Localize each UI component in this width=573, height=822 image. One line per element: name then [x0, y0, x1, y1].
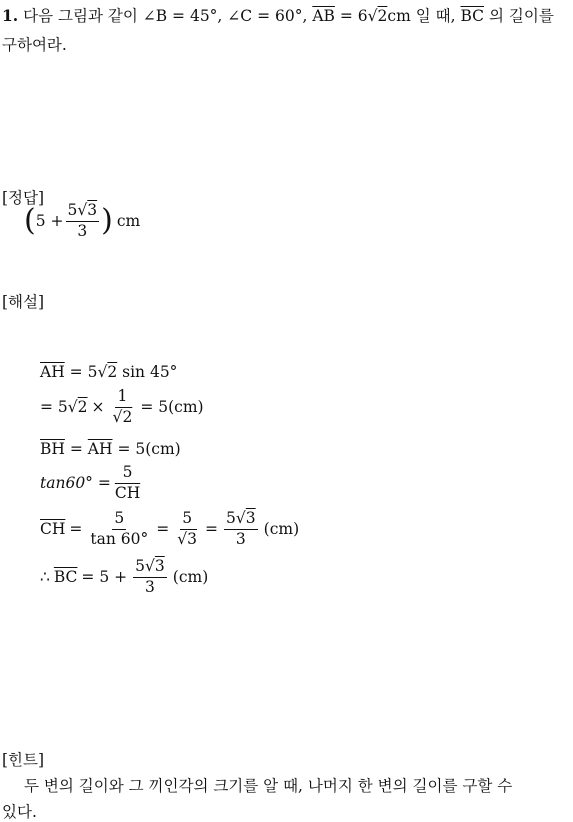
solution-l5-num3-radicand: 3 — [245, 509, 256, 527]
solution-l6-fraction: $\frac{5√3}{3}$ — [135, 557, 165, 596]
solution-l5-den1: tan 60° — [90, 529, 149, 548]
solution-l3-eq: = — [69, 440, 83, 458]
answer-right-paren: ) — [101, 203, 113, 239]
solution-l2-radicand: 2 — [77, 398, 88, 417]
segment-bc-2: $\overline{BC}$ — [53, 568, 78, 587]
segment-bc: $\overline{BC}$ — [460, 7, 485, 25]
solution-l2-times: × — [91, 398, 105, 417]
solution-l2-result: = 5(cm) — [140, 398, 204, 417]
solution-line-2: = 5 √ 2 × $\frac{1}{√2}$ = 5(cm) — [40, 387, 204, 426]
answer-fraction: $\frac{5√3}{3}$ — [67, 201, 98, 240]
solution-heading: [해설] — [2, 293, 45, 311]
solution-line-4 — [40, 464, 144, 503]
answer-denominator: 3 — [77, 221, 88, 240]
solution-l6-eq: = 5 + — [81, 568, 128, 587]
angle-c: ∠C = 60°, — [227, 7, 308, 25]
solution-l4-tan: tan60° = — [40, 474, 111, 493]
answer-numerator: 5 — [67, 201, 78, 219]
solution-l4-numerator: 5 — [121, 464, 135, 484]
angle-b: ∠B = 45°, — [142, 7, 223, 25]
hint-line-2: 있다. — [2, 803, 37, 821]
solution-line-1: $\overline{AH} = 5√2$ sin 45° — [40, 363, 178, 381]
solution-l6-den: 3 — [145, 577, 155, 596]
solution-l1-radicand: 2 — [107, 363, 118, 381]
answer-left-paren: ( — [24, 203, 36, 239]
solution-l5-fraction-2: $\frac{5}{√3}$ — [177, 509, 198, 548]
segment-ab: $\overline{AB}$ — [312, 7, 335, 25]
solution-l5-eq1: = — [69, 520, 83, 539]
solution-l5-eq3: = — [205, 520, 219, 539]
segment-ah: $\overline{AH}$ — [40, 363, 65, 381]
question-text-end: 의 길이를 — [488, 7, 554, 25]
solution-l2-den-radicand: 2 — [122, 407, 133, 426]
solution-l2-pre: = 5 — [40, 398, 68, 417]
question-line-2: 구하여라. — [2, 36, 67, 54]
solution-l6-num-radicand: 3 — [154, 557, 165, 575]
solution-l2-fraction: $\frac{1}{√2}$ — [112, 387, 133, 426]
solution-l5-den3: 3 — [235, 529, 246, 548]
solution-l6-num: 5 — [135, 557, 145, 575]
solution-l5-den2-radicand: 3 — [187, 529, 198, 548]
solution-l5-num3: 5 — [226, 509, 236, 527]
ab-unit: cm — [387, 7, 411, 25]
solution-l2-numerator: 1 — [115, 388, 129, 408]
solution-l4-fraction — [113, 464, 142, 503]
solution-l6-unit: (cm) — [172, 568, 209, 587]
solution-l5-num2: 5 — [180, 510, 194, 530]
answer-num-radicand: 3 — [87, 201, 98, 219]
solution-line-5 — [40, 510, 299, 549]
sqrt-sign: √ — [367, 7, 378, 25]
question-text-1: 다음 그림과 같이 — [23, 7, 138, 25]
segment-ah-2: $\overline{AH}$ — [87, 440, 113, 458]
answer-unit: cm — [116, 212, 141, 231]
question-line-1 — [2, 4, 554, 26]
answer-five-plus: 5 + — [35, 212, 64, 231]
answer-expression — [24, 202, 140, 241]
solution-l4-denominator: CH — [114, 483, 141, 502]
solution-l1-sin: sin 45° — [122, 363, 178, 381]
solution-l1-eq: = 5 — [69, 363, 98, 381]
therefore-symbol: ∴ — [40, 568, 50, 587]
solution-l5-fraction-3: $\frac{5√3}{3}$ — [226, 509, 256, 548]
answer-heading: [정답] — [2, 189, 45, 207]
solution-l5-eq2: = — [156, 520, 170, 539]
hint-heading: [힌트] — [2, 751, 45, 769]
question-number: 1. — [2, 6, 19, 25]
segment-bh: $\overline{BH}$ — [40, 440, 65, 458]
solution-line-3 — [40, 440, 181, 458]
solution-l3-result: = 5(cm) — [117, 440, 181, 458]
solution-line-6 — [40, 558, 208, 597]
solution-l5-fraction-1 — [88, 510, 150, 549]
solution-l5-unit: (cm) — [263, 520, 300, 539]
solution-l5-num1: 5 — [112, 510, 126, 530]
ab-equals: = 6 — [339, 7, 368, 25]
hint-line-1: 두 변의 길이와 그 끼인각의 크기를 알 때, 나머지 한 변의 길이를 구할 수 — [24, 777, 513, 795]
question-text-mid: 일 때, — [415, 7, 456, 25]
ab-radicand: 2 — [377, 7, 388, 25]
segment-ch: $\overline{CH}$ — [40, 520, 66, 539]
